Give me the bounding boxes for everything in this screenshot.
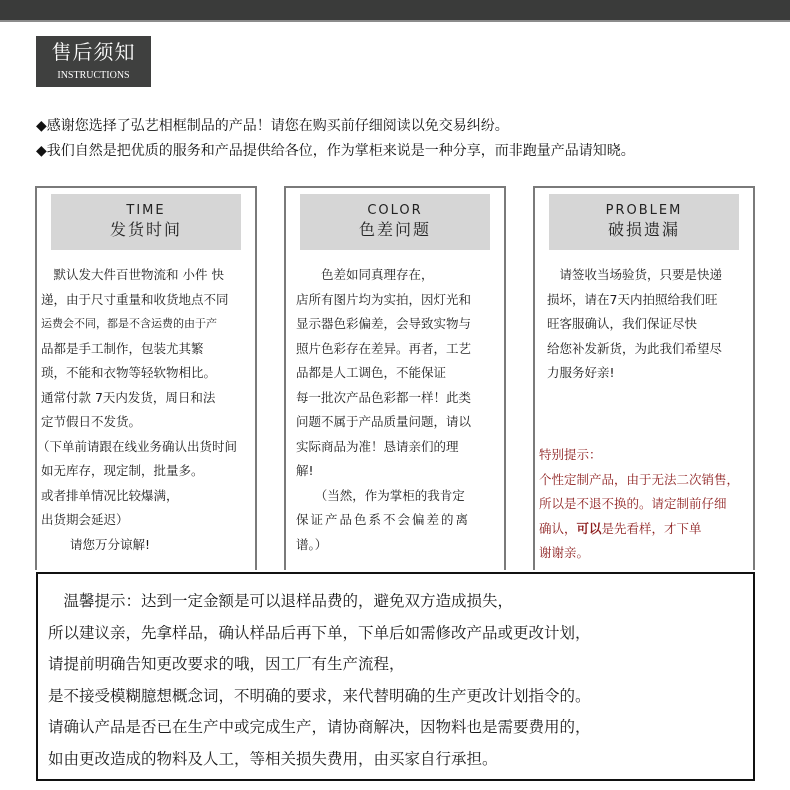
special-line	[539, 517, 757, 542]
card-line: 或者排单情况比较爆满，	[41, 487, 179, 503]
special-line: 个性定制产品，由于无法二次销售，	[539, 471, 740, 487]
card-title-en: COLOR	[367, 203, 423, 218]
card-line: 品都是手工制作，包装尤其繁	[41, 340, 204, 356]
card-line: 通常付款 7天内发货，周日和法	[41, 389, 216, 405]
intro-line: ◆我们自然是把优质的服务和产品提供给各位，作为掌柜来说是一种分享，而非跑量产品请知晓。	[36, 143, 635, 159]
card-line: 解!	[296, 463, 314, 478]
card-line: 旺客服确认，我们保证尽快	[547, 316, 698, 331]
card-problem	[533, 186, 755, 570]
card-body	[547, 263, 761, 386]
card-line: 递，由于尺寸重量和收货地点不同	[41, 291, 229, 307]
reminder-line: 所以建议亲，先拿样品，确认样品后再下单，下单后如需修改产品或更改计划，	[48, 623, 591, 642]
special-title: 特别提示：	[539, 447, 602, 462]
card-line: 请您万分谅解!	[41, 536, 150, 552]
special-line: 所以是不退不换的。请定制前仔细	[539, 496, 727, 511]
card-line: 色差如同真理存在，	[296, 267, 434, 282]
card-line: （下单前请跟在线业务确认出货时间	[37, 438, 238, 454]
card-line: 保证产品色系不会偏差的离	[296, 512, 471, 527]
card-line: （当然，作为掌柜的我肯定	[296, 487, 465, 503]
card-line: 店所有图片均为实拍，因灯光和	[296, 291, 472, 307]
card-body	[37, 263, 255, 557]
special-line: 谢谢亲。	[539, 545, 590, 560]
card-line: 如无库存，现定制，批量多。	[41, 463, 204, 478]
card-line: 定节假日不发货。	[41, 414, 142, 429]
card-header	[51, 194, 241, 250]
reminder-line: 请确认产品是否已在生产中或完成生产，请协商解决，因物料也是需要费用的，	[48, 718, 591, 736]
card-title-en: PROBLEM	[605, 203, 683, 218]
reminder-line: 如由更改造成的物料及人工，等相关损失费用，由买家自行承担。	[48, 749, 498, 768]
card-line: 力服务好亲!	[547, 365, 615, 380]
card-color	[284, 186, 506, 570]
intro-line: ◆感谢您选择了弘艺相框制品的产品！请您在购买前仔细阅读以免交易纠纷。	[36, 118, 509, 134]
badge-title: 售后须知	[51, 40, 136, 64]
reminder-body	[48, 586, 591, 775]
special-line-post: 是先看样，才下单	[601, 520, 702, 536]
card-body	[296, 263, 510, 557]
warm-reminder-box	[36, 572, 755, 781]
badge-subtitle: INSTRUCTIONS	[57, 70, 130, 81]
card-line: 显示器色彩偏差，会导致实物与	[296, 316, 472, 331]
card-line: 给您补发新货，为此我们希望尽	[547, 340, 723, 356]
card-line: 照片色彩存在差异。再者，工艺	[296, 340, 472, 356]
card-line: 每一批次产品色彩都一样！此类	[296, 389, 472, 405]
intro-text	[36, 114, 776, 164]
card-line: 实际商品为准！恳请亲们的理	[296, 438, 459, 454]
card-line: 谱。）	[296, 536, 328, 552]
card-line: 运费会不同，都是不含运费的由于产	[41, 317, 217, 330]
card-title-en: TIME	[126, 203, 166, 218]
card-header	[300, 194, 490, 250]
card-line: 出货期会延迟）	[41, 512, 129, 527]
special-line-bold: 可以	[576, 520, 602, 536]
top-bar	[0, 0, 790, 22]
card-header	[549, 194, 739, 250]
reminder-line: 温馨提示：达到一定金额是可以退样品费的，避免双方造成损失，	[48, 592, 514, 610]
card-line: 琐，不能和衣物等轻软物相比。	[41, 365, 217, 380]
card-time	[35, 186, 257, 570]
instructions-badge	[36, 36, 151, 87]
card-line: 默认发大件百世物流和 小件 快	[41, 267, 224, 282]
card-title-zh: 破损遗漏	[607, 220, 680, 239]
reminder-line: 请提前明确告知更改要求的哦，因工厂有生产流程，	[48, 655, 405, 673]
card-line: 问题不属于产品质量问题，请以	[296, 414, 472, 429]
card-line: 品都是人工调色，不能保证	[296, 365, 447, 380]
card-line: 请签收当场验货，只要是快递	[547, 267, 723, 282]
reminder-line: 是不接受模糊臆想概念词，不明确的要求，来代替明确的生产更改计划指令的。	[48, 686, 591, 705]
special-line-pre: 确认，	[539, 520, 577, 536]
card-line: 损坏，请在7天内拍照给我们旺	[547, 291, 718, 307]
card-title-zh: 发货时间	[109, 220, 182, 239]
card-title-zh: 色差问题	[358, 220, 431, 239]
special-notice	[539, 443, 757, 566]
